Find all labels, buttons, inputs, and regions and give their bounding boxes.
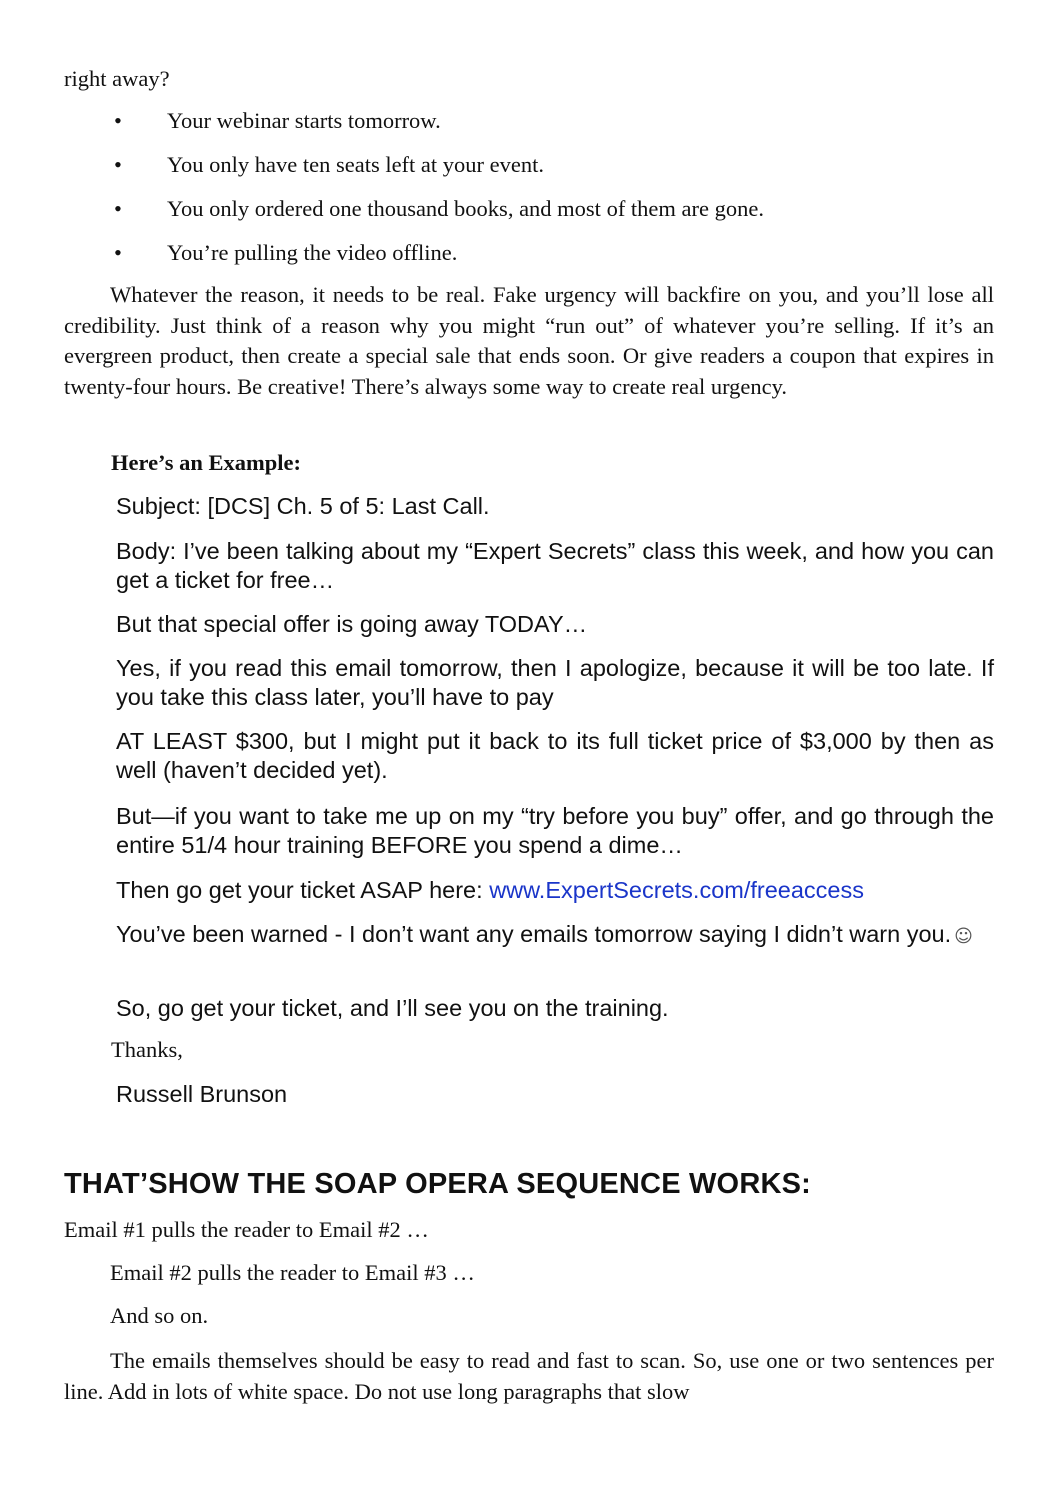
list-item	[64, 194, 994, 238]
bullet-icon: •	[114, 152, 122, 177]
example-heading: Here’s an Example:	[111, 450, 301, 475]
smiley-icon: ☺	[954, 926, 973, 947]
list-item	[64, 150, 994, 194]
list-item-text: You only ordered one thousand books, and most of them are gone.	[167, 196, 764, 221]
closing-paragraph: The emails themselves should be easy to read and fast to scan. So, use one or two sentences per line. Add in lots of white space. Do not use long paragraphs that slow	[64, 1348, 994, 1404]
urgency-paragraph: Whatever the reason, it needs to be real. Fake urgency will backfire on you, and you’ll lose all credibility. Just think of a reason why you might “run out” of whatever you’re selling. If it’s an evergreen product, then create a special sale that ends soon. Or give readers a coupon that expires in twenty-four hours. Be creative! There’s always some way to create real urgency.	[64, 282, 994, 399]
list-item-text: You only have ten seats left at your event.	[167, 152, 545, 177]
sequence-line: And so on.	[110, 1303, 209, 1328]
section-heading: THAT’SHOW THE SOAP OPERA SEQUENCE WORKS:	[64, 1168, 812, 1200]
email-body-paragraph	[116, 920, 994, 951]
email-body-paragraph: Yes, if you read this email tomorrow, then I apologize, because it will be too late. If you take this class later, you’ll have to pay	[116, 655, 994, 710]
email-closing: Thanks,	[111, 1037, 183, 1062]
email-body-paragraph: But—if you want to take me up on my “try before you buy” offer, and go through the entire 51/4 hour training BEFORE you spend a dime…	[116, 803, 994, 858]
email-body-paragraph: So, go get your ticket, and I’ll see you on the training.	[116, 995, 669, 1021]
email-signature: Russell Brunson	[116, 1081, 288, 1107]
email-link-prefix: Then go get your ticket ASAP here:	[116, 877, 490, 903]
sequence-line: Email #2 pulls the reader to Email #3 …	[110, 1260, 475, 1285]
bullet-icon: •	[114, 196, 122, 221]
list-item	[64, 238, 994, 282]
continued-text-line: right away?	[64, 66, 170, 91]
freeaccess-link[interactable]: www.ExpertSecrets.com/freeaccess	[489, 877, 865, 903]
list-item-text: You’re pulling the video offline.	[167, 240, 458, 265]
sequence-line: Email #1 pulls the reader to Email #2 …	[64, 1217, 429, 1242]
email-subject: Subject: [DCS] Ch. 5 of 5: Last Call.	[116, 493, 490, 519]
urgency-reasons-list	[64, 106, 994, 282]
list-item	[64, 106, 994, 150]
email-warning-text: You’ve been warned - I don’t want any emails tomorrow saying I didn’t warn you.	[116, 921, 952, 947]
email-body-paragraph	[116, 876, 994, 905]
email-body-paragraph: AT LEAST $300, but I might put it back to its full ticket price of $3,000 by then as well (haven’t decided yet).	[116, 728, 994, 783]
bullet-icon: •	[114, 108, 122, 133]
email-body-paragraph: But that special offer is going away TODAY…	[116, 611, 588, 637]
email-body-paragraph: Body: I’ve been talking about my “Expert Secrets” class this week, and how you can get a ticket for free…	[116, 538, 994, 593]
list-item-text: Your webinar starts tomorrow.	[167, 108, 441, 133]
bullet-icon: •	[114, 240, 122, 265]
